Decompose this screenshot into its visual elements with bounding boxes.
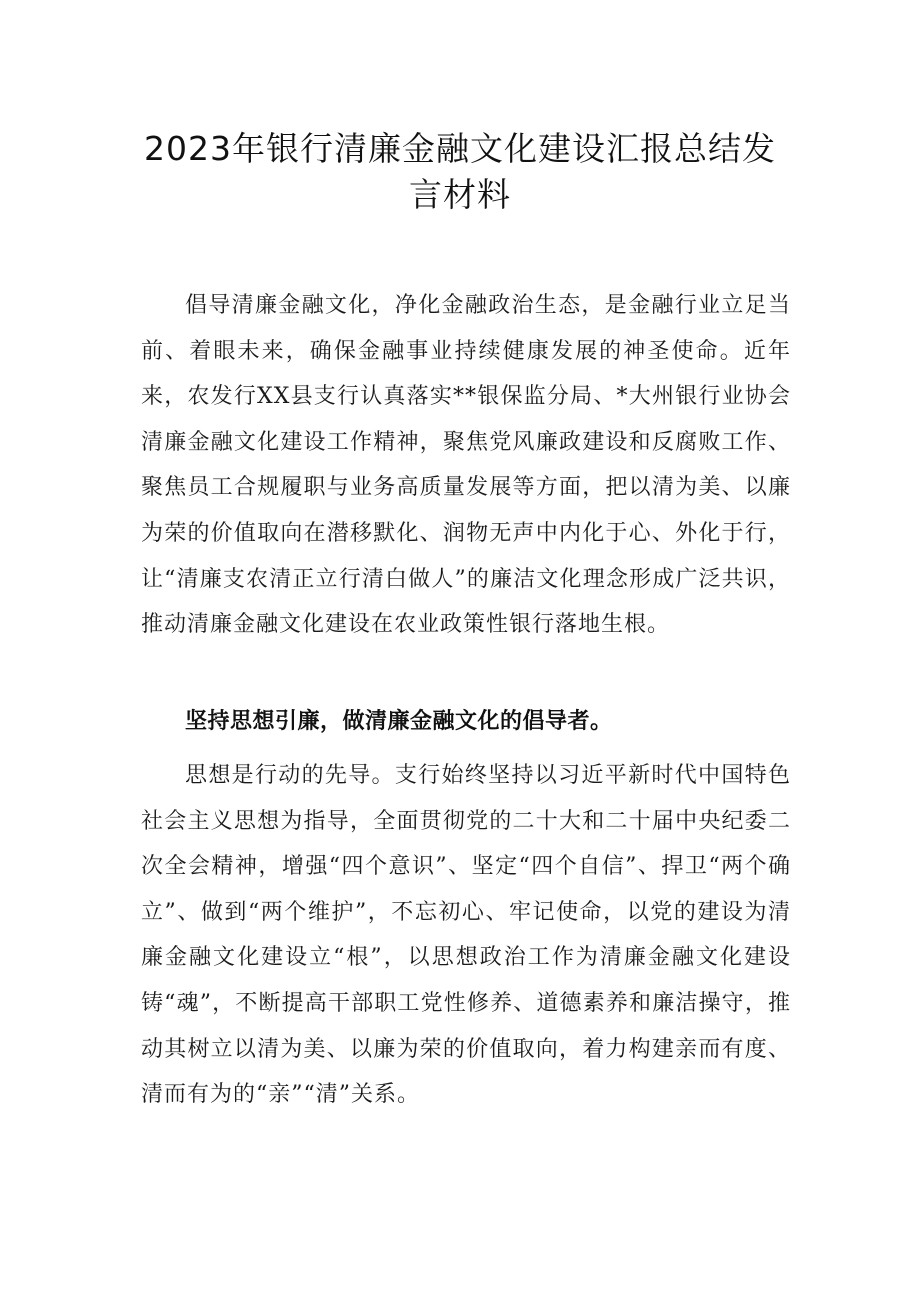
document-title-line-1: 2023年银行清廉金融文化建设汇报总结发 <box>144 129 776 168</box>
intro-paragraph: 倡导清廉金融文化，净化金融政治生态，是金融行业立足当前、着眼未来，确保金融事业持续健康发展的神圣使命。近年来，农发行XX县支行认真落实**银保监分局、*大州银行业协会清廉金融文化建设工作精神，聚焦党风廉政建设和反腐败工作、聚焦员工合规履职与业务高质量发展等方面，把以清为美、以廉为荣的价值取向在潜移默化、润物无声中内化于心、外化于行，让“清廉支农清正立行清白做人”的廉洁文化理念形成广泛共识，推动清廉金融文化建设在农业政策性银行落地生根。 <box>141 293 791 638</box>
body-paragraph: 思想是行动的先导。支行始终坚持以习近平新时代中国特色社会主义思想为指导，全面贯彻党的二十大和二十届中央纪委二次全会精神，增强“四个意识”、坚定“四个自信”、捍卫“两个确立”、做到“两个维护”，不忘初心、牢记使命，以党的建设为清廉金融文化建设立“根”，以思想政治工作为清廉金融文化建设铸“魂”，不断提高干部职工党性修养、道德素养和廉洁操守，推动其树立以清为美、以廉为荣的价值取向，着力构建亲而有度、清而有为的“亲”“清”关系。 <box>141 763 791 1108</box>
section-heading: 坚持思想引廉，做清廉金融文化的倡导者。 <box>185 709 613 734</box>
document-title-line-2: 言材料 <box>409 175 511 214</box>
